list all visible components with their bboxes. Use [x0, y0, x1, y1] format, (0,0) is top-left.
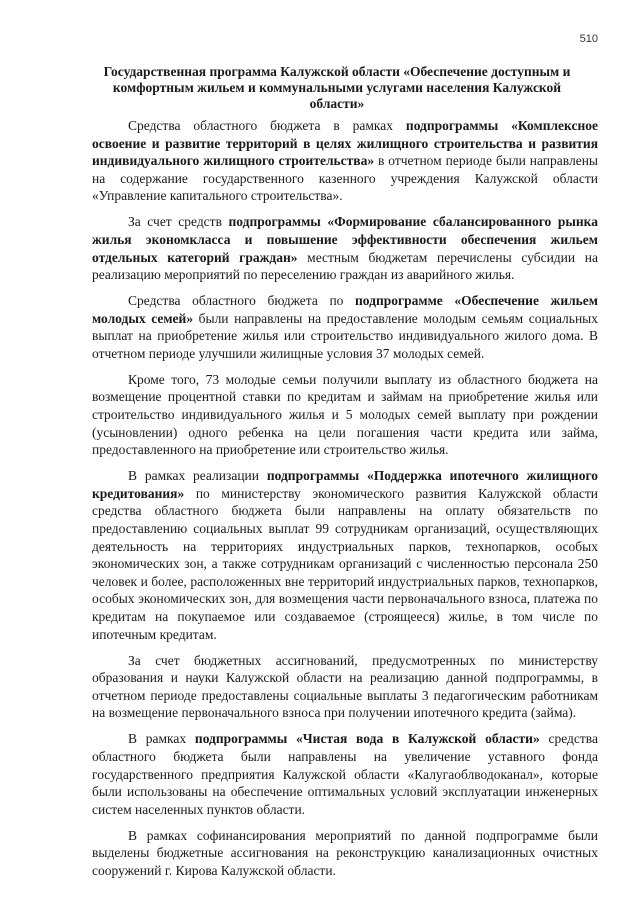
bold-text: подпрограмме «Обеспечение жильем молодых семей» — [92, 293, 598, 326]
paragraph-text: За счет средств — [128, 214, 229, 230]
paragraph — [92, 292, 598, 362]
paragraph-text: средства областного бюджета были направлены на увеличение уставного фонда государственного предприятия Калужской области «Калугаоблводоканал», которые были использованы на обеспечение оптимальных условий эксплуатации инженерных систем населенных пунктов области. — [92, 731, 598, 817]
paragraph-text: были направлены на предоставление молодым семьям социальных выплат на приобретение жилья или строительство индивидуального жилого дома. В отчетном периоде улучшили жилищные условия 37 молодых семей. — [92, 310, 598, 361]
paragraph-text: Кроме того, 73 молодые семьи получили выплату из областного бюджета на возмещение процентной ставки по кредитам и займам на приобретение жилья или строительство индивидуального жилья и 5 молодых семей выплату при рождении (усыновлении) одного ребенка на цели погашения части кредита или займа, предоставленного на приобретение или строительство жилья. — [92, 371, 598, 458]
bold-text: подпрограммы «Комплексное освоение и развитие территорий в целях жилищного строительства и развития индивидуального жилищного строительства» — [92, 118, 598, 169]
paragraph-text: Средства областного бюджета по — [128, 293, 356, 309]
paragraph — [92, 827, 598, 880]
bold-text: подпрограммы «Формирование сбалансированного рынка жилья экономкласса и повышение эффективности обеспечения жильем отдельных категорий граждан» — [92, 214, 598, 265]
document-title: Государственная программа Калужской области «Обеспечение доступным и комфортным жильем и коммунальными услугами населения Калужской области» — [103, 64, 571, 111]
bold-text: подпрограммы «Поддержка ипотечного жилищного кредитования» — [92, 468, 598, 501]
document-body — [92, 117, 598, 888]
paragraph-text: в отчетном периоде были направлены на содержание государственного казенного учреждения Калужской области «Управление капитального строительства». — [92, 153, 598, 204]
bold-text: подпрограммы «Чистая вода в Калужской области» — [194, 731, 540, 747]
paragraph-text: В рамках софинансирования мероприятий по данной подпрограмме были выделены бюджетные ассигнования на реконструкцию канализационных очистных сооружений г. Кирова Калужской области. — [92, 827, 598, 878]
paragraph — [92, 371, 598, 459]
paragraph-text: В рамках реализации — [128, 468, 267, 484]
paragraph — [92, 652, 598, 722]
paragraph-text: За счет бюджетных ассигнований, предусмотренных по министерству образования и науки Калужской области на реализацию данной подпрограммы, в отчетном периоде предоставлены социальные выплаты 3 педагогическим работникам на возмещение первоначального взноса при получении ипотечного кредита (займа). — [92, 652, 598, 721]
page-number: 510 — [579, 33, 598, 45]
paragraph — [92, 213, 598, 283]
paragraph-text: Средства областного бюджета в рамках — [128, 118, 406, 133]
paragraph-text: местным бюджетам перечислены субсидии на реализацию мероприятий по переселению граждан из аварийного жилья. — [92, 249, 599, 283]
paragraph-text: по министерству экономического развития Калужской области средства областного бюджета были направлены на оплату обязательств по предоставлению социальных выплат 99 сотрудникам организаций, осуществляющих деятельность на территориях индустриальных парков, технопарков, особых экономических зон, а также сотрудникам организаций с численностью персонала 250 человек и более, расположенных вне территорий индустриальных парков, технопарков, особых экономических зон, для возмещения части первоначального взноса, платежа по кредитам на покупаемое или создаваемое (строящееся) жилье, в том числе по ипотечным кредитам. — [92, 485, 598, 642]
paragraph — [92, 730, 598, 818]
paragraph — [92, 117, 598, 205]
paragraph — [92, 467, 598, 643]
paragraph-text: В рамках — [128, 731, 195, 747]
